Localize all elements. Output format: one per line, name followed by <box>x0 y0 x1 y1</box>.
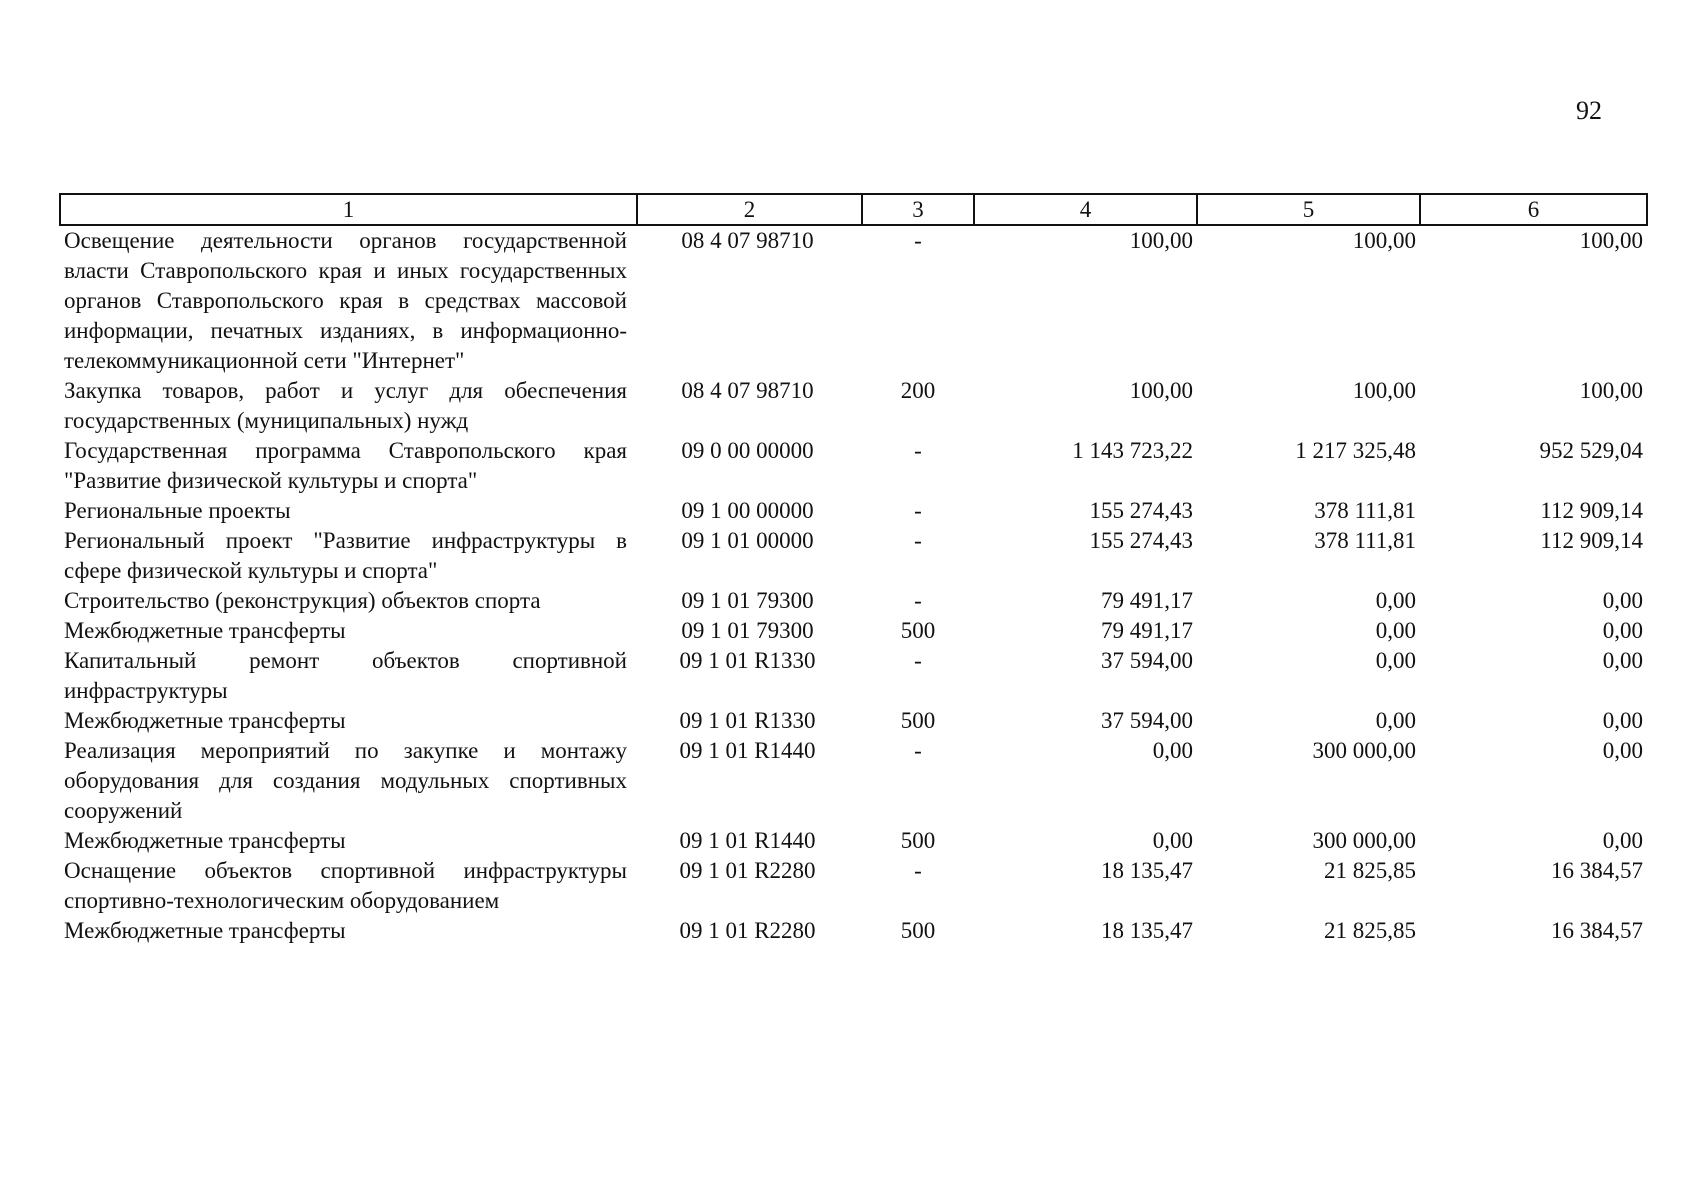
row-amount-col4: 18 135,47 <box>1101 858 1193 883</box>
row-target-code: 09 1 01 R1330 <box>679 708 816 733</box>
row-amount-col4: 79 491,17 <box>1101 618 1193 643</box>
row-name: Реализация мероприятий по закупке и монтажу оборудования для создания модульных спортивных сооружений <box>64 738 627 823</box>
row-expense-type: - <box>914 588 922 613</box>
row-amount-col6: 100,00 <box>1579 378 1643 403</box>
row-target-code: 09 1 01 R1330 <box>679 648 816 673</box>
row-expense-type: - <box>914 498 922 523</box>
row-expense-type: 500 <box>900 828 936 853</box>
row-expense-type: - <box>914 438 922 463</box>
column-header-5: 5 <box>1197 194 1420 225</box>
table-row <box>60 526 1647 586</box>
row-amount-col4: 18 135,47 <box>1101 918 1193 943</box>
table-row <box>60 225 1647 376</box>
table-row <box>60 856 1647 916</box>
row-expense-type: 500 <box>900 618 936 643</box>
row-target-code: 09 1 01 R1440 <box>679 738 816 763</box>
row-name: Региональный проект "Развитие инфраструктуры в сфере физической культуры и спорта" <box>64 528 627 583</box>
table-row <box>60 376 1647 436</box>
row-name: Государственная программа Ставропольского края "Развитие физической культуры и спорта" <box>64 438 627 493</box>
row-amount-col6: 0,00 <box>1602 588 1643 613</box>
row-expense-type: - <box>914 858 922 883</box>
table-row <box>60 616 1647 646</box>
row-target-code: 09 1 01 79300 <box>681 618 814 643</box>
row-target-code: 09 1 01 R2280 <box>679 858 816 883</box>
row-amount-col4: 155 274,43 <box>1089 498 1193 523</box>
row-amount-col6: 112 909,14 <box>1540 498 1643 523</box>
row-amount-col6: 16 384,57 <box>1551 918 1643 943</box>
row-amount-col6: 112 909,14 <box>1540 528 1643 553</box>
row-amount-col5: 0,00 <box>1375 588 1416 613</box>
column-header-2: 2 <box>637 194 862 225</box>
row-expense-type: 500 <box>900 708 936 733</box>
page-number: 92 <box>1576 96 1602 125</box>
row-amount-col5: 0,00 <box>1375 618 1416 643</box>
row-amount-col6: 100,00 <box>1579 228 1643 253</box>
row-target-code: 09 1 01 79300 <box>681 588 814 613</box>
row-name: Межбюджетные трансферты <box>64 918 346 943</box>
row-name: Региональные проекты <box>64 498 291 523</box>
table-row <box>60 916 1647 946</box>
row-amount-col4: 37 594,00 <box>1101 708 1193 733</box>
row-name: Межбюджетные трансферты <box>64 828 346 853</box>
row-amount-col4: 79 491,17 <box>1101 588 1193 613</box>
row-name: Освещение деятельности органов государственной власти Ставропольского края и иных государственных органов Ставропольского края в средствах массовой информации, печатных изданиях, в информационно-телекоммуникационной сети "Интернет" <box>64 228 627 373</box>
row-name: Капитальный ремонт объектов спортивной инфраструктуры <box>64 648 627 703</box>
row-amount-col6: 0,00 <box>1602 738 1643 763</box>
row-amount-col6: 0,00 <box>1602 618 1643 643</box>
row-target-code: 09 1 01 R2280 <box>679 918 816 943</box>
row-amount-col5: 21 825,85 <box>1324 918 1416 943</box>
row-expense-type: - <box>914 738 922 763</box>
row-target-code: 08 4 07 98710 <box>681 228 814 253</box>
row-amount-col6: 0,00 <box>1602 828 1643 853</box>
row-expense-type: 500 <box>900 918 936 943</box>
row-amount-col4: 100,00 <box>1129 378 1193 403</box>
row-name: Оснащение объектов спортивной инфраструктуры спортивно-технологическим оборудованием <box>64 858 627 913</box>
row-amount-col5: 0,00 <box>1375 708 1416 733</box>
column-header-1: 1 <box>60 194 637 225</box>
row-amount-col4: 37 594,00 <box>1101 648 1193 673</box>
row-name: Строительство (реконструкция) объектов спорта <box>64 588 541 613</box>
row-target-code: 08 4 07 98710 <box>681 378 814 403</box>
table-row <box>60 646 1647 706</box>
row-amount-col4: 1 143 723,22 <box>1072 438 1193 463</box>
row-amount-col5: 21 825,85 <box>1324 858 1416 883</box>
budget-table <box>59 193 1648 946</box>
table-row <box>60 706 1647 736</box>
row-expense-type: - <box>914 228 922 253</box>
column-header-6: 6 <box>1420 194 1647 225</box>
row-target-code: 09 1 01 00000 <box>681 528 814 553</box>
row-target-code: 09 0 00 00000 <box>681 438 814 463</box>
row-amount-col5: 100,00 <box>1352 228 1416 253</box>
column-header-3: 3 <box>862 194 974 225</box>
row-amount-col6: 16 384,57 <box>1551 858 1643 883</box>
row-amount-col5: 100,00 <box>1352 378 1416 403</box>
row-amount-col6: 0,00 <box>1602 648 1643 673</box>
row-name: Закупка товаров, работ и услуг для обеспечения государственных (муниципальных) нужд <box>64 378 627 433</box>
row-amount-col4: 155 274,43 <box>1089 528 1193 553</box>
row-amount-col4: 0,00 <box>1152 828 1193 853</box>
column-number-row <box>60 194 1647 225</box>
row-expense-type: - <box>914 648 922 673</box>
table-row <box>60 436 1647 496</box>
row-amount-col6: 952 529,04 <box>1539 438 1643 463</box>
table-row <box>60 826 1647 856</box>
row-amount-col5: 378 111,81 <box>1314 498 1416 523</box>
row-amount-col5: 0,00 <box>1375 648 1416 673</box>
row-amount-col6: 0,00 <box>1602 708 1643 733</box>
table-row <box>60 586 1647 616</box>
row-amount-col4: 0,00 <box>1152 738 1193 763</box>
row-amount-col5: 378 111,81 <box>1314 528 1416 553</box>
column-header-4: 4 <box>974 194 1197 225</box>
row-name: Межбюджетные трансферты <box>64 708 346 733</box>
row-amount-col5: 300 000,00 <box>1312 738 1416 763</box>
row-target-code: 09 1 01 R1440 <box>679 828 816 853</box>
row-amount-col5: 300 000,00 <box>1312 828 1416 853</box>
table-row <box>60 496 1647 526</box>
row-expense-type: 200 <box>900 378 936 403</box>
row-target-code: 09 1 00 00000 <box>681 498 814 523</box>
table-row <box>60 736 1647 826</box>
row-amount-col5: 1 217 325,48 <box>1295 438 1416 463</box>
row-expense-type: - <box>914 528 922 553</box>
row-amount-col4: 100,00 <box>1129 228 1193 253</box>
row-name: Межбюджетные трансферты <box>64 618 346 643</box>
